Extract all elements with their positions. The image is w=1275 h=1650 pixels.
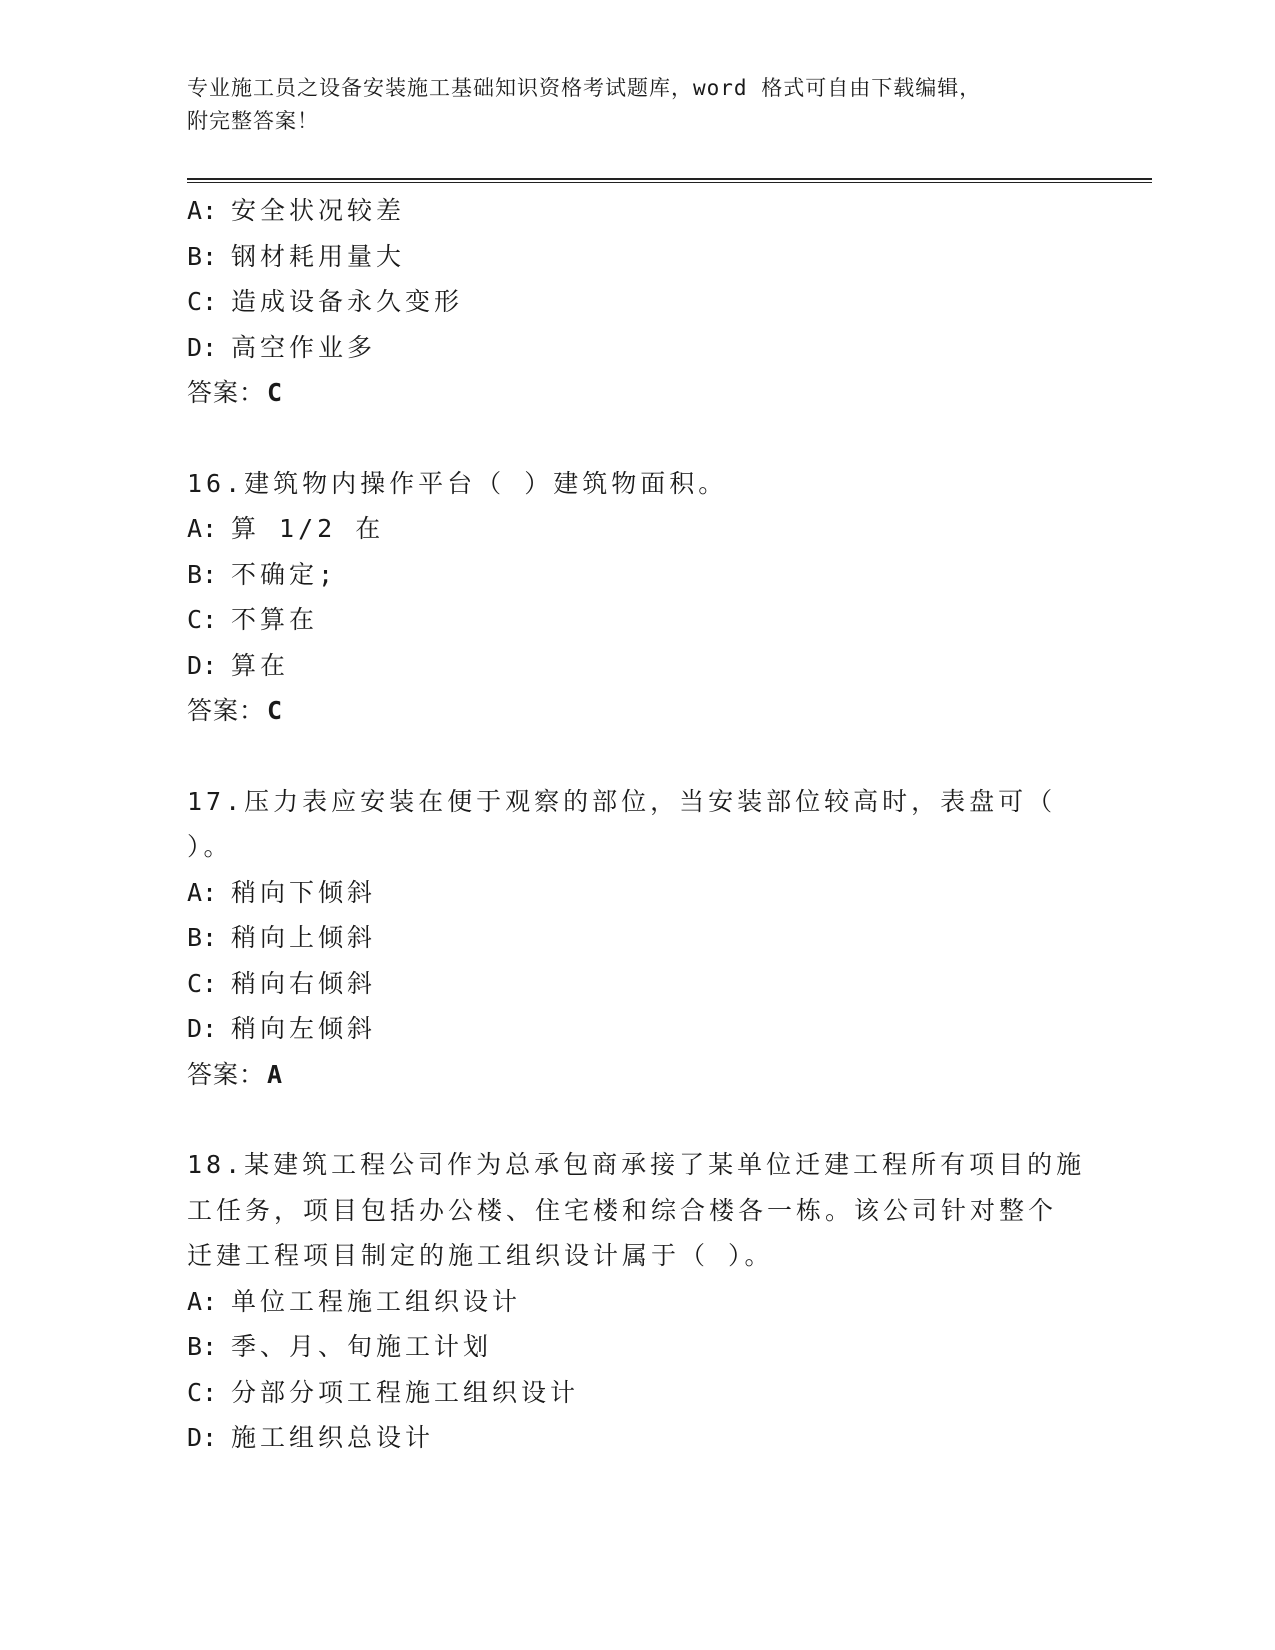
option-b [187, 234, 1087, 280]
option-text: 分部分项工程施工组织设计 [231, 1377, 580, 1407]
question-stem: 工任务，项目包括办公楼、住宅楼和综合楼各一栋。该公司针对整个 [187, 1195, 1058, 1225]
question-stem: 17.压力表应安装在便于观察的部位，当安装部位较高时，表盘可（ [187, 786, 1057, 816]
option-text: 稍向左倾斜 [231, 1014, 377, 1043]
option-letter: D: [187, 332, 218, 362]
option-b [187, 915, 1087, 961]
answer-value: A [267, 1059, 284, 1089]
option-c [187, 597, 1087, 643]
option-text: 不算在 [231, 605, 319, 634]
option-letter: B: [187, 241, 218, 271]
question-stem: 18.某建筑工程公司作为总承包商承接了某单位迁建工程所有项目的施 [187, 1150, 1086, 1179]
option-letter: C: [187, 287, 218, 316]
option-text: 稍向下倾斜 [231, 877, 377, 907]
header-rule-thick [187, 178, 1152, 180]
option-letter: D: [187, 1423, 218, 1452]
answer-line [187, 1052, 1087, 1098]
option-a [187, 506, 1087, 552]
answer-line [187, 370, 1087, 416]
option-text: 算在 [231, 650, 290, 680]
option-letter: C: [187, 1377, 218, 1407]
option-letter: C: [187, 605, 218, 634]
question-stem: 迁建工程项目制定的施工组织设计属于（ ）。 [187, 1241, 774, 1270]
option-text: 季、月、旬施工计划 [231, 1332, 493, 1361]
page-header [187, 72, 1087, 138]
question-15 [187, 188, 1087, 416]
option-c [187, 1370, 1087, 1416]
option-letter: D: [187, 650, 218, 680]
answer-label: 答案： [187, 696, 266, 725]
answer-value: C [267, 696, 284, 725]
option-d [187, 1006, 1087, 1052]
option-letter: D: [187, 1014, 218, 1043]
question-stem: 16.建筑物内操作平台（ ）建筑物面积。 [187, 468, 728, 498]
question-18 [187, 1142, 1087, 1461]
question-stem: ）。 [187, 832, 233, 861]
question-17 [187, 779, 1087, 1098]
option-b [187, 552, 1087, 598]
header-line-2: 附完整答案！ [187, 109, 319, 133]
option-text: 算 1/2 在 [231, 514, 385, 543]
header-line-1: 专业施工员之设备安装施工基础知识资格考试题库，word 格式可自由下载编辑， [187, 76, 982, 100]
option-c [187, 961, 1087, 1007]
option-a [187, 1279, 1087, 1325]
option-text: 单位工程施工组织设计 [231, 1286, 522, 1316]
option-b [187, 1324, 1087, 1370]
option-letter: A: [187, 1286, 218, 1316]
option-text: 不确定; [231, 559, 338, 589]
option-letter: A: [187, 877, 218, 907]
option-text: 造成设备永久变形 [231, 287, 464, 316]
option-d [187, 325, 1087, 371]
option-text: 施工组织总设计 [231, 1423, 435, 1452]
option-text: 钢材耗用量大 [231, 241, 406, 271]
option-text: 安全状况较差 [231, 196, 406, 225]
question-16 [187, 461, 1087, 734]
option-a [187, 870, 1087, 916]
option-letter: A: [187, 196, 218, 225]
answer-value: C [267, 378, 284, 407]
option-d [187, 643, 1087, 689]
answer-line [187, 688, 1087, 734]
option-text: 稍向右倾斜 [231, 968, 377, 998]
option-letter: B: [187, 559, 218, 589]
option-a [187, 188, 1087, 234]
option-c [187, 279, 1087, 325]
option-text: 稍向上倾斜 [231, 923, 377, 952]
option-letter: B: [187, 923, 218, 952]
option-letter: A: [187, 514, 218, 543]
header-rule-thin [187, 182, 1152, 183]
answer-label: 答案： [187, 1059, 266, 1089]
option-text: 高空作业多 [231, 332, 377, 362]
answer-label: 答案： [187, 378, 266, 407]
option-letter: B: [187, 1332, 218, 1361]
option-letter: C: [187, 968, 218, 998]
question-list [187, 188, 1087, 1461]
option-d [187, 1415, 1087, 1461]
